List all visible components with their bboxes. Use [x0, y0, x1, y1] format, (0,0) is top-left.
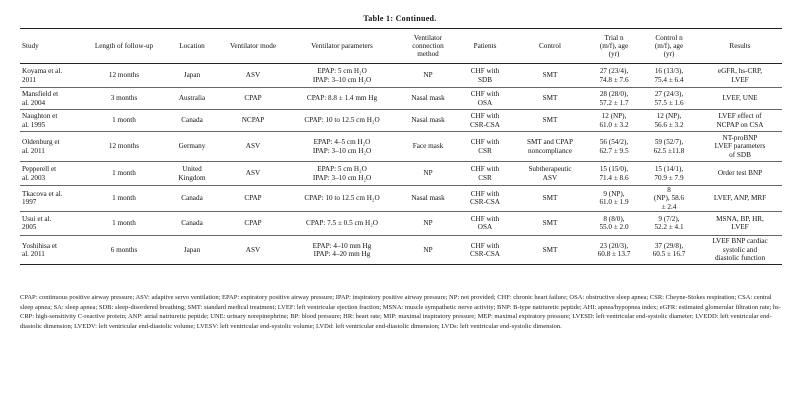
- cell-control-n: [640, 132, 698, 162]
- cell-params: [286, 235, 398, 264]
- cell-connection: [398, 235, 458, 264]
- cell-text: 57.5 ± 1.6: [654, 98, 684, 107]
- cell-results: [698, 235, 782, 264]
- cell-mode: [220, 235, 286, 264]
- cell-text: Usui et al.: [22, 215, 52, 224]
- cell-text: 1 month: [112, 116, 136, 125]
- cell-text: SMT: [542, 245, 558, 254]
- cell-follow-up: [84, 162, 164, 186]
- cell-text: 56.6 ± 3.2: [654, 120, 684, 129]
- cell-control: [512, 64, 588, 88]
- cell-text: 12 months: [108, 142, 140, 151]
- table-body: [20, 64, 782, 265]
- cell-patients: [458, 186, 512, 212]
- cell-text: IPAP: 4–20 mm Hg: [313, 249, 371, 258]
- cell-study: [20, 186, 84, 212]
- cell-text: Germany: [178, 142, 206, 151]
- cell-text: Canada: [181, 219, 203, 228]
- cell-text: eGFR, hs-CRP,: [717, 67, 763, 76]
- cell-study: [20, 211, 84, 235]
- cell-text: Face mask: [412, 142, 444, 151]
- cell-follow-up: [84, 88, 164, 110]
- cell-text: Australia: [178, 94, 206, 103]
- header-text: Results: [729, 41, 751, 50]
- header-patients: [458, 29, 512, 64]
- cell-text: SMT and CPAP: [527, 138, 573, 147]
- header-text: Ventilator mode: [229, 41, 277, 50]
- cell-study: [20, 88, 84, 110]
- cell-params: [286, 132, 398, 162]
- cell-trial: [588, 132, 640, 162]
- cell-text: al. 2003: [22, 173, 46, 182]
- cell-text: noncompliance: [528, 146, 572, 155]
- cell-text: Canada: [181, 116, 203, 125]
- cell-connection: [398, 132, 458, 162]
- cell-text: 60.5 ± 16.7: [652, 249, 686, 258]
- header-control-n: [640, 29, 698, 64]
- cell-control-n: [640, 110, 698, 132]
- cell-text: 8 (8/0),: [603, 215, 625, 224]
- cell-text: Order test BNP: [717, 169, 763, 178]
- cell-text: CHF with: [470, 90, 500, 99]
- cell-text: CPAP: 10 to 12.5 cm H₂O: [304, 194, 380, 203]
- cell-follow-up: [84, 235, 164, 264]
- cell-text: SMT: [542, 194, 558, 203]
- cell-text: Japan: [183, 71, 201, 80]
- cell-connection: [398, 162, 458, 186]
- cell-text: LVEF parameters: [714, 142, 766, 151]
- cell-text: United: [182, 165, 202, 174]
- cell-text: 71.4 ± 8.6: [599, 173, 629, 182]
- cell-text: OSA: [477, 223, 493, 232]
- header-text: connection: [412, 41, 444, 50]
- cell-text: OSA: [477, 98, 493, 107]
- cell-control-n: [640, 162, 698, 186]
- cell-text: Kingdom: [178, 173, 206, 182]
- cell-text: 56 (54/2),: [599, 138, 629, 147]
- cell-control: [512, 162, 588, 186]
- cell-study: [20, 110, 84, 132]
- cell-text: 16 (13/3),: [654, 67, 684, 76]
- cell-text: ASV: [245, 245, 261, 254]
- cell-location: [164, 186, 220, 212]
- cell-text: CSR: [478, 173, 492, 182]
- cell-follow-up: [84, 110, 164, 132]
- header-row: [20, 29, 782, 64]
- header-text: (m/f), age: [599, 41, 629, 50]
- header-text: (yr): [608, 50, 620, 59]
- cell-text: CHF with: [470, 67, 500, 76]
- table-row: [20, 88, 782, 110]
- cell-mode: [220, 186, 286, 212]
- cell-text: 62.5 ±11.8: [653, 146, 685, 155]
- cell-text: 55.0 ± 2.0: [599, 223, 629, 232]
- cell-results: [698, 211, 782, 235]
- cell-text: CHF with: [470, 215, 500, 224]
- header-text: Study: [22, 41, 39, 50]
- header-text: Trial n: [604, 33, 624, 42]
- cell-study: [20, 132, 84, 162]
- cell-text: NP: [423, 169, 433, 178]
- cell-text: 1 month: [112, 219, 136, 228]
- header-text: (yr): [663, 50, 675, 59]
- cell-study: [20, 162, 84, 186]
- cell-connection: [398, 110, 458, 132]
- table-row: [20, 235, 782, 264]
- cell-text: CSR: [478, 146, 492, 155]
- cell-text: Subtherapeutic: [528, 165, 572, 174]
- table-row: [20, 211, 782, 235]
- cell-text: CSR-CSA: [470, 249, 500, 258]
- cell-results: [698, 132, 782, 162]
- cell-params: [286, 186, 398, 212]
- header-text: Ventilator parameters: [311, 41, 373, 50]
- cell-text: 27 (24/3),: [654, 90, 684, 99]
- cell-text: ASV: [245, 71, 261, 80]
- cell-trial: [588, 235, 640, 264]
- table-header: [20, 29, 782, 64]
- cell-text: LVEF: [731, 75, 749, 84]
- cell-location: [164, 110, 220, 132]
- cell-text: 12 (NP),: [601, 112, 627, 121]
- cell-params: [286, 110, 398, 132]
- study-table: [20, 28, 782, 265]
- cell-text: 15 (15/0),: [599, 165, 629, 174]
- cell-text: MSNA, BP, HR,: [716, 215, 764, 224]
- cell-text: EPAP: 4–5 cm H₂O: [313, 138, 371, 147]
- cell-follow-up: [84, 211, 164, 235]
- cell-text: SMT: [542, 71, 558, 80]
- cell-text: EPAP: 5 cm H₂O: [317, 67, 367, 76]
- cell-control-n: [640, 64, 698, 88]
- cell-text: 2011: [22, 75, 37, 84]
- cell-control-n: [640, 88, 698, 110]
- cell-patients: [458, 132, 512, 162]
- cell-text: 8: [667, 186, 671, 194]
- cell-patients: [458, 211, 512, 235]
- cell-text: 37 (29/8),: [654, 241, 684, 250]
- header-text: (m/f), age: [654, 41, 684, 50]
- header-text: Patients: [473, 41, 497, 50]
- header-text: Ventilator: [413, 33, 443, 42]
- cell-connection: [398, 186, 458, 212]
- cell-text: EPAP: 4–10 mm Hg: [312, 241, 372, 250]
- cell-text: 61.0 ± 3.2: [599, 120, 629, 129]
- cell-connection: [398, 211, 458, 235]
- table-row: [20, 162, 782, 186]
- header-text: Control: [539, 41, 561, 50]
- table-row: [20, 186, 782, 212]
- cell-text: Tkacova et al.: [22, 190, 63, 199]
- cell-connection: [398, 88, 458, 110]
- cell-params: [286, 211, 398, 235]
- cell-patients: [458, 235, 512, 264]
- study-table-container: [20, 28, 782, 265]
- cell-follow-up: [84, 186, 164, 212]
- cell-follow-up: [84, 132, 164, 162]
- cell-patients: [458, 162, 512, 186]
- cell-text: (NP), 58.6: [653, 194, 685, 203]
- cell-results: [698, 88, 782, 110]
- cell-text: 9 (NP),: [603, 190, 625, 199]
- cell-control-n: [640, 235, 698, 264]
- cell-text: 70.9 ± 7.9: [654, 173, 684, 182]
- cell-trial: [588, 186, 640, 212]
- cell-text: 12 (NP),: [656, 112, 682, 121]
- cell-text: al. 2004: [22, 98, 46, 107]
- cell-text: LVEF, ANP, MRF: [713, 194, 767, 203]
- cell-text: ± 2.4: [661, 202, 677, 211]
- cell-patients: [458, 110, 512, 132]
- table-row: [20, 132, 782, 162]
- cell-results: [698, 110, 782, 132]
- cell-text: 15 (14/1),: [654, 165, 684, 174]
- cell-text: LVEF effect of: [718, 112, 762, 121]
- cell-text: 6 months: [110, 245, 138, 254]
- cell-location: [164, 88, 220, 110]
- cell-patients: [458, 88, 512, 110]
- cell-params: [286, 88, 398, 110]
- cell-text: IPAP: 3–10 cm H₂O: [312, 75, 372, 84]
- cell-text: al. 1995: [22, 120, 46, 129]
- cell-text: CPAP: 7.5 ± 0.5 cm H₂O: [306, 219, 378, 228]
- cell-text: IPAP: 3–10 cm H₂O: [312, 173, 372, 182]
- cell-text: CPAP: [244, 94, 262, 103]
- cell-control-n: [640, 186, 698, 212]
- cell-text: 60.8 ± 13.7: [597, 249, 631, 258]
- cell-text: 74.8 ± 7.6: [599, 75, 629, 84]
- cell-mode: [220, 110, 286, 132]
- cell-trial: [588, 110, 640, 132]
- cell-text: CPAP: [244, 219, 262, 228]
- cell-text: 75.4 ± 6.4: [654, 75, 684, 84]
- cell-trial: [588, 162, 640, 186]
- cell-control: [512, 88, 588, 110]
- cell-text: 1997: [22, 198, 37, 207]
- header-mode: [220, 29, 286, 64]
- cell-text: 27 (23/4),: [599, 67, 629, 76]
- cell-text: Nasal mask: [411, 194, 445, 203]
- cell-location: [164, 235, 220, 264]
- cell-location: [164, 162, 220, 186]
- header-params: [286, 29, 398, 64]
- cell-results: [698, 162, 782, 186]
- cell-text: SMT: [542, 94, 558, 103]
- cell-text: NCPAP: [241, 116, 265, 125]
- header-trial: [588, 29, 640, 64]
- cell-text: LVEF: [731, 223, 749, 232]
- header-control: [512, 29, 588, 64]
- cell-text: CHF with: [470, 138, 500, 147]
- cell-text: 57.2 ± 1.7: [599, 98, 629, 107]
- header-text: Location: [179, 41, 205, 50]
- cell-mode: [220, 132, 286, 162]
- cell-text: CHF with: [470, 165, 500, 174]
- cell-text: Koyama et al.: [22, 67, 63, 76]
- cell-text: 9 (7/2),: [658, 215, 680, 224]
- cell-text: Oldenburg et: [22, 138, 60, 147]
- cell-text: 62.7 ± 9.5: [599, 146, 629, 155]
- cell-text: 59 (52/7),: [654, 138, 684, 147]
- table-row: [20, 110, 782, 132]
- cell-text: NCPAP on CSA: [716, 120, 764, 129]
- cell-text: diastolic function: [714, 254, 766, 263]
- cell-text: LVEF BNP cardiac: [712, 237, 768, 246]
- cell-text: Mansfield et: [22, 90, 59, 99]
- cell-text: ASV: [245, 142, 261, 151]
- cell-trial: [588, 211, 640, 235]
- cell-text: al. 2011: [22, 146, 45, 155]
- cell-text: 28 (28/0),: [599, 90, 629, 99]
- cell-text: EPAP: 5 cm H₂O: [317, 165, 367, 174]
- cell-text: Nasal mask: [411, 94, 445, 103]
- cell-text: 3 months: [110, 94, 138, 103]
- cell-control-n: [640, 211, 698, 235]
- cell-text: SDB: [478, 75, 492, 84]
- cell-results: [698, 186, 782, 212]
- cell-follow-up: [84, 64, 164, 88]
- cell-text: NP: [423, 245, 433, 254]
- cell-control: [512, 235, 588, 264]
- cell-location: [164, 64, 220, 88]
- cell-text: Yoshihisa et: [22, 241, 58, 250]
- cell-text: NP: [423, 219, 433, 228]
- cell-control: [512, 110, 588, 132]
- cell-text: CPAP: 8.8 ± 1.4 mm Hg: [306, 94, 378, 103]
- cell-text: 23 (20/3),: [599, 241, 629, 250]
- cell-text: ASV: [542, 173, 558, 182]
- cell-params: [286, 64, 398, 88]
- cell-text: Canada: [181, 194, 203, 203]
- cell-text: CPAP: [244, 194, 262, 203]
- cell-text: SMT: [542, 219, 558, 228]
- cell-text: ASV: [245, 169, 261, 178]
- cell-text: 1 month: [112, 194, 136, 203]
- cell-location: [164, 211, 220, 235]
- cell-control: [512, 211, 588, 235]
- cell-text: Naughton et: [22, 112, 58, 121]
- cell-params: [286, 162, 398, 186]
- cell-text: CSR-CSA: [470, 198, 500, 207]
- cell-results: [698, 64, 782, 88]
- cell-text: Japan: [183, 245, 201, 254]
- cell-text: CSR-CSA: [470, 120, 500, 129]
- cell-trial: [588, 64, 640, 88]
- cell-study: [20, 235, 84, 264]
- table-footnote: CPAP: continuous positive airway pressure; ASV: adaptive servo ventilation; EPAP: expiratory positive airway pressure; IPAP: inspiratory positive airway pressure; NP: not provided; CHF: chronic heart failure; OSA: obstructive sleep apnea; CSR: Cheyne-Stokes respiration; CSA: central sleep apnea; SA: sleep apnea; SDB: sleep-disordered breathing; SMT: standard medical treatment; LVEF: left ventricular ejection fraction; MSNA: muscle sympathetic nerve activity; BNP: B-type natriuretic peptide; AHI: apnea/hypopnea index; eGFR: estimated glomerular filtration rate; hs-CRP: high-sensitivity C-reactive protein; ANP: atrial natriuretic peptide; UNE: urinary norepinephrine; BP: blood pressure; HR: heart rate; MIP: maximal inspiratory pressure; MEP: maximal expiratory pressure; LVESD: left ventricular end-systolic diameter; LVEDD: left ventricular end-diastolic dimension; LVEDV: left ventricular end-diastolic volume; LVESV: left ventricular end-systolic volume; LVDd: left ventricular end-diastolic dimension; LVDs: left ventricular end-systolic dimension.: [20, 294, 781, 330]
- cell-text: SMT: [542, 116, 558, 125]
- table-caption: Table 1: Continued.: [363, 14, 437, 23]
- cell-text: of SDB: [729, 150, 751, 159]
- header-connection: [398, 29, 458, 64]
- cell-text: NT-proBNP: [722, 134, 758, 143]
- table-row: [20, 64, 782, 88]
- cell-text: 12 months: [108, 71, 140, 80]
- cell-text: Nasal mask: [411, 116, 445, 125]
- cell-control: [512, 132, 588, 162]
- cell-text: LVEF, UNE: [722, 94, 758, 103]
- cell-text: 2005: [22, 223, 37, 232]
- cell-mode: [220, 211, 286, 235]
- cell-location: [164, 132, 220, 162]
- cell-mode: [220, 162, 286, 186]
- cell-mode: [220, 64, 286, 88]
- header-location: [164, 29, 220, 64]
- cell-text: al. 2011: [22, 249, 45, 258]
- cell-study: [20, 64, 84, 88]
- header-results: [698, 29, 782, 64]
- cell-control: [512, 186, 588, 212]
- cell-text: CHF with: [470, 190, 500, 199]
- cell-text: 61.0 ± 1.9: [599, 198, 629, 207]
- header-text: method: [417, 50, 439, 59]
- cell-text: NP: [423, 71, 433, 80]
- header-follow-up: [84, 29, 164, 64]
- cell-text: systolic and: [722, 245, 758, 254]
- cell-text: CHF with: [470, 241, 500, 250]
- cell-text: CHF with: [470, 112, 500, 121]
- header-text: Control n: [655, 33, 683, 42]
- cell-connection: [398, 64, 458, 88]
- header-study: [20, 29, 84, 64]
- cell-text: Pepperell et: [22, 165, 57, 174]
- header-text: Length of follow-up: [94, 41, 154, 50]
- cell-text: 52.2 ± 4.1: [654, 223, 684, 232]
- cell-text: 1 month: [112, 169, 136, 178]
- cell-mode: [220, 88, 286, 110]
- cell-patients: [458, 64, 512, 88]
- cell-trial: [588, 88, 640, 110]
- cell-text: IPAP: 3–10 cm H₂O: [312, 146, 372, 155]
- cell-text: CPAP: 10 to 12.5 cm H₂O: [304, 116, 380, 125]
